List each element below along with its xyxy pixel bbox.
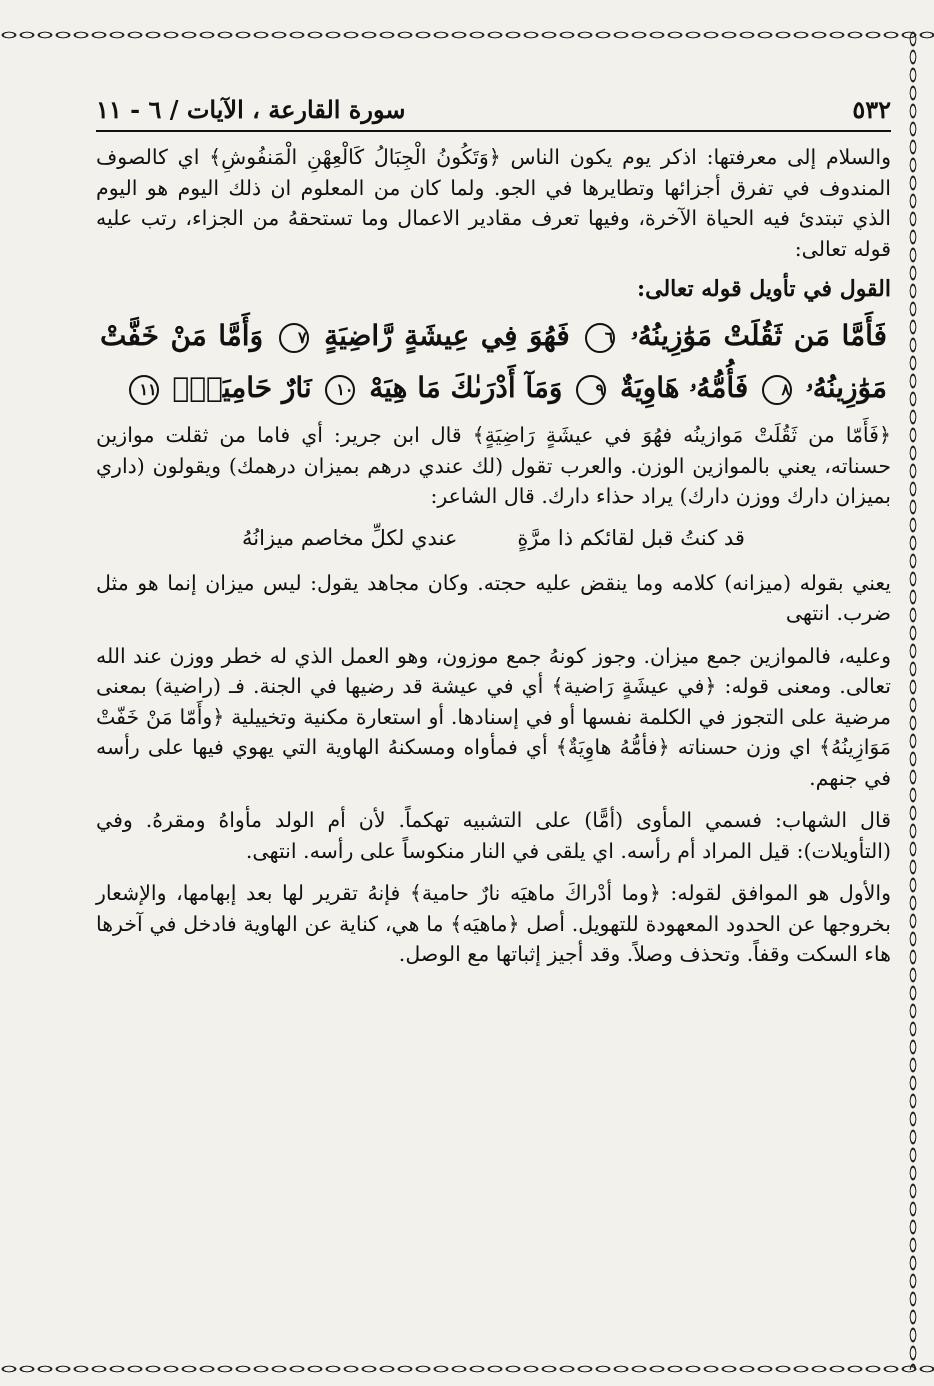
ayah-number-11: ١١	[129, 375, 159, 405]
right-chain-border	[906, 30, 920, 1370]
running-title: سورة القارعة ، الآيات / ٦ - ١١	[96, 95, 406, 124]
verse-11: نَارٌ حَامِيَةٌۢ	[172, 371, 312, 404]
ayah-number-6: ٦	[585, 323, 615, 353]
poem-second-hemistich: عندي لكلِّ مخاصم ميزانُهُ	[242, 525, 458, 550]
ayah-number-8: ٨	[762, 375, 792, 405]
ayah-number-7: ٧	[279, 323, 309, 353]
paragraph-shihab: قال الشهاب: فسمي المأوى (أمًّا) على التشبيه تهكماً. لأن أم الولد مأواهُ ومقرهُ. وفي (التأويلات): قيل المراد أم رأسه. اي يلقى في النار منكوساً على رأسه. انتهى.	[96, 808, 891, 863]
verse-6: فَأَمَّا مَن ثَقُلَتْ مَوَٰزِينُهُۥ	[630, 319, 887, 352]
book-page	[96, 80, 891, 1340]
verse-10: وَمَآ أَدْرَىٰكَ مَا هِيَهْ	[369, 371, 563, 404]
page-number: ٥٣٢	[852, 95, 891, 124]
top-chain-border	[0, 28, 934, 42]
verse-7: فَهُوَ فِي عِيشَةٍ رَّاضِيَةٍ	[324, 319, 570, 352]
ayah-number-10: ١٠	[325, 375, 355, 405]
page-header	[96, 80, 891, 132]
ayah-number-9: ٩	[576, 375, 606, 405]
poem-first-hemistich: قد كنتُ قبل لقائكم ذا مرَّةٍ	[517, 525, 745, 550]
verse-9: فَأُمُّهُۥ هَاوِيَةٌ	[619, 371, 749, 404]
paragraph-mawazin: وعليه، فالموازين جمع ميزان. وجوز كونهُ جمع موزون، وهو العمل الذي له خطر ووزن عند الله تعالى. ومعنى قوله: ﴿في عيشَةٍ رَاضية﴾ أي في عيشة قد رضيها في الجنة. فـ (راضية) بمعنى مرضية على التجوز في الكلمة نفسها أو في إسنادها. أو استعارة مكنية وتخييلية ﴿وأَمّا مَنْ خَفّتْ مَوَازِينُهُ﴾ اي وزن حسناته ﴿فأمُّهُ هاوِيَةٌ﴾ أي فمأواه ومسكنهُ الهاوية التي يهوي فيها على رأسه في جنهم.	[96, 643, 891, 790]
paragraph-ibn-jarir: ﴿فَأَمّا من ثَقُلَتْ مَوازينُه فهُوَ في عيشَةٍ رَاضِيَةٍ﴾ قال ابن جرير: أي فاما من ثقلت موازين حسناته، يعني بالموازين الوزن. والعرب تقول (لك عندي درهم بميزان درهمك) ويقولون (داري بميزان دارك ووزن دارك) يراد حذاء دارك. قال الشاعر:	[96, 423, 891, 508]
verse-8: وَأَمَّا مَنْ خَفَّتْ مَوَٰزِينُهُۥ	[100, 319, 887, 404]
paragraph-mahiyah: والأول هو الموافق لقوله: ﴿وما أدْراكَ ماهيَه نارٌ حامية﴾ فإنهُ تقرير لها بعد إبهامها، والإشعار بخروجها عن الحدود المعهودة للتهويل. أصل ﴿ماهيَه﴾ ما هي، كناية عن الهاوية فادخل في آخرها هاء السكت وقفاً. وتحذف وصلاً. وقد أجيز إثباتها مع الوصل.	[96, 881, 891, 966]
quran-verses	[96, 310, 891, 414]
paragraph-mujahid: يعني بقوله (ميزانه) كلامه وما ينقض عليه حجته. وكان مجاهد يقول: ليس ميزان إنما هو مثل ضرب. انتهى	[96, 570, 891, 625]
paragraph-intro: والسلام إلى معرفتها: اذكر يوم يكون الناس ﴿وَتَكُونُ الْجِبَالُ كَالْعِهْنِ الْمَنفُوشِ﴾ اي كالصوف المندوف في تفرق أجزائها وتطايرها في الجو. ولما كان من المعلوم ان ذلك اليوم هو اليوم الذي تبتدئ فيه الحياة الآخرة، وفيها تعرف مقادير الاعمال وما تستحقهُ من الجزاء، رتب عليه قوله تعالى:	[96, 145, 891, 261]
section-heading: القول في تأويل قوله تعالى:	[637, 276, 891, 302]
poem-verse	[96, 518, 891, 558]
bottom-chain-border	[0, 1362, 934, 1376]
